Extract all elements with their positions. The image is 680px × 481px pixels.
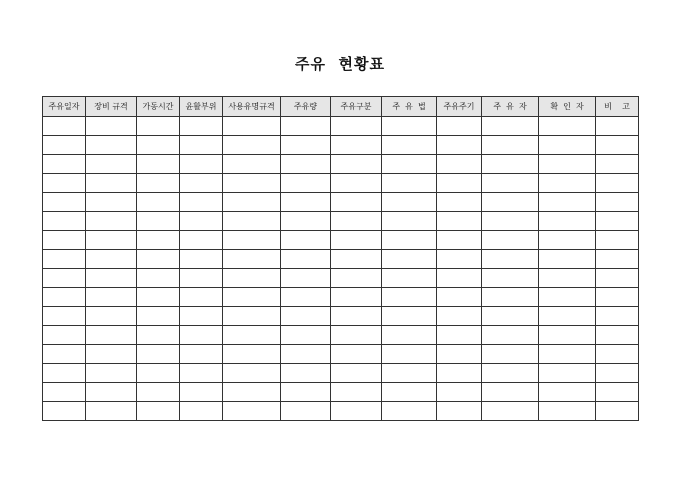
table-cell: [180, 136, 223, 155]
table-cell: [223, 212, 281, 231]
table-cell: [596, 212, 639, 231]
table-cell: [482, 250, 539, 269]
table-cell: [382, 117, 437, 136]
page-title: 주유 현황표: [295, 55, 385, 73]
table-cell: [180, 212, 223, 231]
table-cell: [137, 364, 180, 383]
table-cell: [43, 117, 86, 136]
table-cell: [223, 250, 281, 269]
table-cell: [43, 307, 86, 326]
table-cell: [437, 231, 482, 250]
table-cell: [596, 326, 639, 345]
table-cell: [482, 345, 539, 364]
table-cell: [482, 117, 539, 136]
table-cell: [86, 326, 137, 345]
table-cell: [437, 307, 482, 326]
table-cell: [281, 193, 331, 212]
table-cell: [482, 383, 539, 402]
table-cell: [86, 212, 137, 231]
table-cell: [86, 288, 137, 307]
table-cell: [223, 174, 281, 193]
table-cell: [86, 383, 137, 402]
table-cell: [382, 193, 437, 212]
header-lubrication-part: 윤활부위: [180, 97, 223, 117]
table-cell: [86, 193, 137, 212]
table-cell: [482, 288, 539, 307]
table-cell: [596, 250, 639, 269]
table-row: [43, 174, 639, 193]
table-cell: [331, 117, 382, 136]
table-cell: [596, 155, 639, 174]
table-cell: [437, 174, 482, 193]
table-body: [43, 117, 639, 421]
table-cell: [86, 269, 137, 288]
table-cell: [43, 364, 86, 383]
table-cell: [437, 326, 482, 345]
table-cell: [482, 174, 539, 193]
table-cell: [437, 383, 482, 402]
table-cell: [281, 364, 331, 383]
table-cell: [482, 136, 539, 155]
table-cell: [331, 326, 382, 345]
table-cell: [223, 269, 281, 288]
table-cell: [331, 174, 382, 193]
table-row: [43, 402, 639, 421]
table-cell: [180, 269, 223, 288]
table-row: [43, 136, 639, 155]
table-cell: [43, 269, 86, 288]
table-cell: [596, 402, 639, 421]
table-cell: [43, 345, 86, 364]
table-cell: [382, 326, 437, 345]
table-row: [43, 269, 639, 288]
table-row: [43, 193, 639, 212]
table-cell: [437, 212, 482, 231]
table-cell: [86, 345, 137, 364]
table-cell: [596, 269, 639, 288]
table-cell: [331, 250, 382, 269]
table-cell: [382, 231, 437, 250]
table-cell: [539, 193, 596, 212]
table-cell: [331, 364, 382, 383]
table-cell: [437, 117, 482, 136]
table-cell: [223, 231, 281, 250]
table-cell: [137, 288, 180, 307]
table-cell: [43, 212, 86, 231]
table-cell: [180, 364, 223, 383]
table-cell: [43, 136, 86, 155]
header-equipment-spec: 장비 규격: [86, 97, 137, 117]
table-cell: [437, 193, 482, 212]
table-cell: [382, 269, 437, 288]
table-cell: [137, 402, 180, 421]
table-cell: [482, 212, 539, 231]
table-cell: [137, 326, 180, 345]
table-cell: [539, 231, 596, 250]
table-cell: [86, 136, 137, 155]
table-cell: [137, 212, 180, 231]
table-cell: [180, 307, 223, 326]
table-cell: [223, 383, 281, 402]
table-cell: [180, 345, 223, 364]
table-cell: [180, 117, 223, 136]
table-cell: [43, 155, 86, 174]
table-row: [43, 155, 639, 174]
table-cell: [86, 364, 137, 383]
table-cell: [331, 231, 382, 250]
table-cell: [137, 174, 180, 193]
table-cell: [223, 155, 281, 174]
table-cell: [137, 117, 180, 136]
header-fueling-method: 주 유 법: [382, 97, 437, 117]
table-cell: [223, 345, 281, 364]
table-row: [43, 307, 639, 326]
table-cell: [482, 193, 539, 212]
table-cell: [281, 326, 331, 345]
table-cell: [437, 250, 482, 269]
table-cell: [281, 307, 331, 326]
header-operating-hours: 가동시간: [137, 97, 180, 117]
table-cell: [223, 117, 281, 136]
table-cell: [331, 212, 382, 231]
table-cell: [596, 288, 639, 307]
table-cell: [539, 383, 596, 402]
table-cell: [281, 231, 331, 250]
table-cell: [180, 402, 223, 421]
table-cell: [596, 193, 639, 212]
table-cell: [596, 231, 639, 250]
table-cell: [482, 269, 539, 288]
table-cell: [382, 288, 437, 307]
table-cell: [382, 383, 437, 402]
table-row: [43, 383, 639, 402]
table-cell: [281, 345, 331, 364]
header-confirmer: 확 인 자: [539, 97, 596, 117]
table-cell: [281, 212, 331, 231]
table-cell: [382, 364, 437, 383]
table-cell: [539, 402, 596, 421]
table-cell: [382, 136, 437, 155]
table-row: [43, 364, 639, 383]
table-cell: [437, 402, 482, 421]
oil-log-table: [42, 96, 639, 421]
table-cell: [223, 307, 281, 326]
table-cell: [86, 231, 137, 250]
table-cell: [137, 307, 180, 326]
table-cell: [382, 155, 437, 174]
table-row: [43, 326, 639, 345]
table-cell: [437, 155, 482, 174]
header-fueling-cycle: 주유주기: [437, 97, 482, 117]
table-cell: [43, 383, 86, 402]
table-cell: [86, 174, 137, 193]
table-cell: [437, 345, 482, 364]
table-cell: [43, 402, 86, 421]
table-cell: [43, 250, 86, 269]
table-cell: [331, 402, 382, 421]
header-oil-spec: 사용유명규격: [223, 97, 281, 117]
table-cell: [437, 288, 482, 307]
table-cell: [86, 307, 137, 326]
table-cell: [281, 117, 331, 136]
table-cell: [539, 288, 596, 307]
table-cell: [43, 231, 86, 250]
table-row: [43, 250, 639, 269]
table-cell: [437, 136, 482, 155]
table-cell: [382, 174, 437, 193]
table-cell: [596, 345, 639, 364]
table-cell: [281, 402, 331, 421]
table-cell: [223, 288, 281, 307]
header-fueler: 주 유 자: [482, 97, 539, 117]
table-row: [43, 117, 639, 136]
table-cell: [539, 269, 596, 288]
table-cell: [180, 155, 223, 174]
header-fueling-date: 주유일자: [43, 97, 86, 117]
table-cell: [331, 288, 382, 307]
table-cell: [223, 136, 281, 155]
table-cell: [180, 288, 223, 307]
table-cell: [137, 269, 180, 288]
table-cell: [437, 364, 482, 383]
table-cell: [331, 345, 382, 364]
table-cell: [596, 383, 639, 402]
table-cell: [180, 174, 223, 193]
table-cell: [86, 250, 137, 269]
table-cell: [539, 136, 596, 155]
table-cell: [43, 326, 86, 345]
table-cell: [596, 364, 639, 383]
header-row: [43, 97, 639, 117]
table-cell: [137, 250, 180, 269]
table-cell: [331, 136, 382, 155]
table-cell: [539, 212, 596, 231]
table-cell: [437, 269, 482, 288]
table-cell: [482, 231, 539, 250]
table-row: [43, 345, 639, 364]
table-cell: [137, 231, 180, 250]
table-cell: [539, 117, 596, 136]
table-cell: [596, 307, 639, 326]
table-cell: [223, 364, 281, 383]
table-cell: [331, 307, 382, 326]
table-cell: [180, 383, 223, 402]
table-cell: [137, 193, 180, 212]
table-cell: [539, 250, 596, 269]
table-cell: [596, 136, 639, 155]
table-cell: [180, 193, 223, 212]
header-remarks: 비 고: [596, 97, 639, 117]
table-cell: [223, 402, 281, 421]
table-cell: [331, 269, 382, 288]
table-cell: [596, 117, 639, 136]
table-cell: [43, 288, 86, 307]
table-cell: [539, 307, 596, 326]
table-row: [43, 288, 639, 307]
table-row: [43, 212, 639, 231]
table-cell: [43, 174, 86, 193]
table-cell: [137, 345, 180, 364]
table-cell: [281, 383, 331, 402]
table-cell: [281, 288, 331, 307]
table-row: [43, 231, 639, 250]
table-cell: [482, 307, 539, 326]
table-cell: [539, 345, 596, 364]
table-cell: [180, 250, 223, 269]
table-cell: [382, 212, 437, 231]
header-fueling-type: 주유구분: [331, 97, 382, 117]
table-cell: [382, 345, 437, 364]
table-cell: [281, 155, 331, 174]
table-cell: [482, 364, 539, 383]
table-cell: [382, 307, 437, 326]
table-cell: [281, 174, 331, 193]
table-cell: [86, 402, 137, 421]
table-cell: [482, 402, 539, 421]
table-cell: [223, 326, 281, 345]
table-cell: [43, 193, 86, 212]
table-cell: [331, 155, 382, 174]
table-cell: [539, 364, 596, 383]
table-cell: [137, 155, 180, 174]
table-cell: [331, 193, 382, 212]
table-cell: [596, 174, 639, 193]
table-cell: [281, 269, 331, 288]
table-cell: [331, 383, 382, 402]
table-cell: [86, 117, 137, 136]
table-cell: [482, 326, 539, 345]
table-cell: [137, 136, 180, 155]
table-cell: [223, 193, 281, 212]
table-cell: [539, 326, 596, 345]
table-cell: [539, 155, 596, 174]
table-cell: [382, 250, 437, 269]
table-cell: [281, 250, 331, 269]
table-cell: [539, 174, 596, 193]
header-amount: 주유량: [281, 97, 331, 117]
table-cell: [180, 326, 223, 345]
table-cell: [86, 155, 137, 174]
table-cell: [180, 231, 223, 250]
table-cell: [482, 155, 539, 174]
table-cell: [137, 383, 180, 402]
table-cell: [281, 136, 331, 155]
table-cell: [382, 402, 437, 421]
